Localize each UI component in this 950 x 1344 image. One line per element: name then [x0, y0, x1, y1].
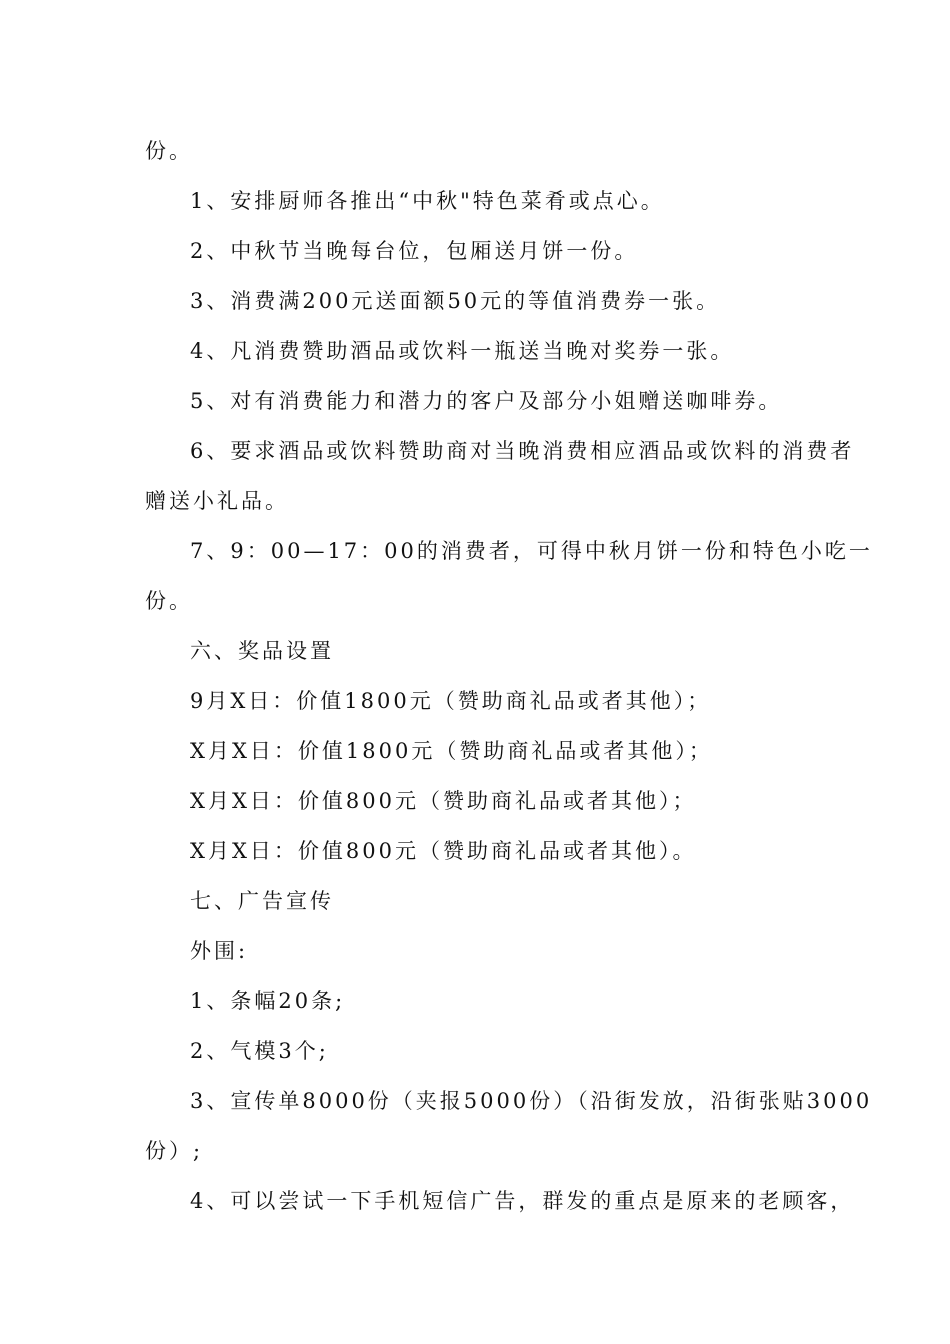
text-line: 外围:	[190, 939, 249, 963]
text-line: 4、可以尝试一下手机短信广告，群发的重点是原来的老顾客，	[190, 1189, 855, 1213]
text-line: 6、要求酒品或饮料赞助商对当晚消费相应酒品或饮料的消费者	[190, 439, 855, 463]
text-line: X月X日：价值1800元（赞助商礼品或者其他）；	[190, 739, 713, 763]
text-line: 1、条幅20条;	[190, 989, 346, 1013]
text-line: 份。	[145, 589, 193, 613]
text-line: 2、中秋节当晚每台位，包厢送月饼一份。	[190, 239, 639, 263]
text-line: 4、凡消费赞助酒品或饮料一瓶送当晚对奖券一张。	[190, 339, 735, 363]
text-line: X月X日：价值800元（赞助商礼品或者其他）；	[190, 789, 697, 813]
text-line: 3、消费满200元送面额50元的等值消费券一张。	[190, 289, 721, 313]
text-line: 2、气模3个;	[190, 1039, 329, 1063]
text-line: 1、安排厨师各推出“中秋"特色菜肴或点心。	[190, 189, 665, 213]
text-line: 份）;	[145, 1139, 204, 1163]
text-line: X月X日：价值800元（赞助商礼品或者其他）。	[190, 839, 697, 863]
text-line: 份。	[145, 139, 193, 163]
text-line: 3、宣传单8000份（夹报5000份）（沿街发放，沿街张贴3000	[190, 1089, 873, 1113]
text-line: 9月X日：价值1800元（赞助商礼品或者其他）；	[190, 689, 712, 713]
section-heading: 七、广告宣传	[190, 889, 334, 913]
text-line: 5、对有消费能力和潜力的客户及部分小姐赠送咖啡券。	[190, 389, 783, 413]
text-line: 赠送小礼品。	[145, 489, 289, 513]
text-line: 7、9：00—17：00的消费者，可得中秋月饼一份和特色小吃一	[190, 539, 873, 563]
section-heading: 六、奖品设置	[190, 639, 334, 663]
